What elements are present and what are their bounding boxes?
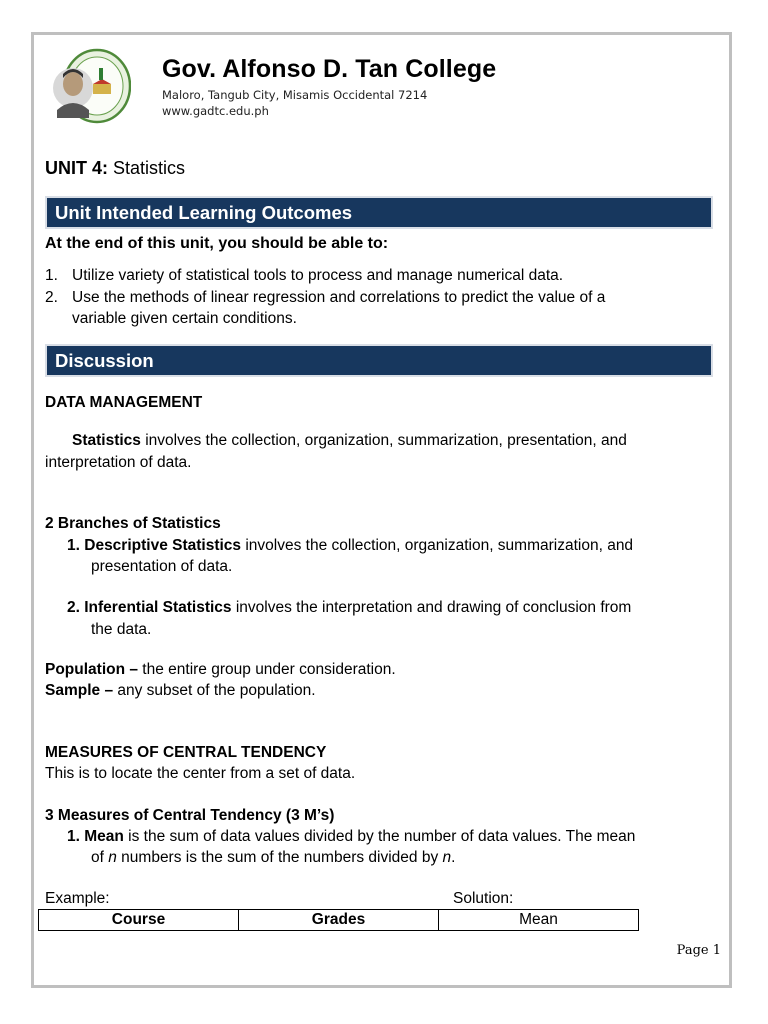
table-header-mean: Mean [439, 910, 639, 931]
discussion-banner: Discussion [45, 344, 713, 377]
outcome-text-continued: variable given certain conditions. [72, 310, 297, 327]
outcome-text: Utilize variety of statistical tools to process and manage numerical data. [72, 267, 564, 284]
outcome-number: 1. [45, 267, 58, 284]
mean-definition [67, 827, 635, 847]
population-term: Population – [45, 661, 138, 678]
mean-def-part: . [451, 849, 456, 866]
mean-term: Mean [84, 828, 124, 845]
unit-name: Statistics [113, 158, 186, 178]
statistics-def-text: involves the collection, organization, summarization, presentation, and [140, 432, 627, 449]
institution-name: Gov. Alfonso D. Tan College [162, 55, 497, 83]
statistics-def-continued: interpretation of data. [45, 454, 192, 471]
statistics-term: Statistics [72, 432, 141, 449]
branch-term: Descriptive Statistics [84, 537, 242, 554]
sample-def: any subset of the population. [113, 682, 316, 699]
measures-heading: 3 Measures of Central Tendency (3 M’s) [45, 807, 335, 824]
central-tendency-intro: This is to locate the center from a set of data. [45, 765, 356, 782]
outcome-text: Use the methods of linear regression and correlations to predict the value of a [72, 289, 606, 306]
outcomes-banner: Unit Intended Learning Outcomes [45, 196, 713, 229]
branch-number: 1. [67, 537, 80, 554]
outcomes-intro: At the end of this unit, you should be able to: [45, 235, 389, 252]
branches-heading: 2 Branches of Statistics [45, 515, 221, 532]
mean-def-part: numbers is the sum of the numbers divided by [116, 849, 443, 866]
institution-address: Maloro, Tangub City, Misamis Occidental 7214 [162, 88, 428, 102]
example-label: Example: [45, 890, 110, 907]
outcome-item-1 [45, 266, 58, 286]
branch-def-continued: presentation of data. [91, 558, 233, 575]
solution-label: Solution: [453, 890, 514, 907]
outcome-item-2 [45, 288, 58, 308]
mean-def: is the sum of data values divided by the number of data values. The mean [123, 828, 636, 845]
branch-def-continued: the data. [91, 621, 152, 638]
college-seal-logo [49, 48, 131, 124]
branch-number: 2. [67, 599, 80, 616]
branch-def: involves the collection, organization, summarization, and [241, 537, 634, 554]
section-heading-central-tendency: MEASURES OF CENTRAL TENDENCY [45, 744, 327, 761]
sample-term: Sample – [45, 682, 114, 699]
population-definition [45, 660, 396, 680]
statistics-definition [72, 431, 627, 451]
sample-definition [45, 681, 316, 701]
branch-item-inferential [67, 598, 631, 618]
variable-n: n [108, 849, 117, 866]
mean-def-part: of [91, 849, 109, 866]
institution-website: www.gadtc.edu.ph [162, 104, 269, 118]
example-table [38, 909, 639, 931]
branch-item-descriptive [67, 536, 633, 556]
table-header-grades: Grades [239, 910, 439, 931]
outcome-number: 2. [45, 289, 58, 306]
unit-title [45, 158, 185, 178]
unit-number: UNIT 4: [45, 158, 108, 178]
branch-term: Inferential Statistics [84, 599, 232, 616]
population-def: the entire group under consideration. [138, 661, 396, 678]
section-heading-data-management: DATA MANAGEMENT [45, 394, 203, 411]
page-number: Page 1 [676, 943, 721, 958]
mean-def-continued [91, 848, 455, 868]
branch-def: involves the interpretation and drawing of conclusion from [231, 599, 632, 616]
mean-number: 1. [67, 828, 80, 845]
table-header-row [39, 910, 639, 931]
variable-n: n [442, 849, 452, 866]
table-header-course: Course [39, 910, 239, 931]
